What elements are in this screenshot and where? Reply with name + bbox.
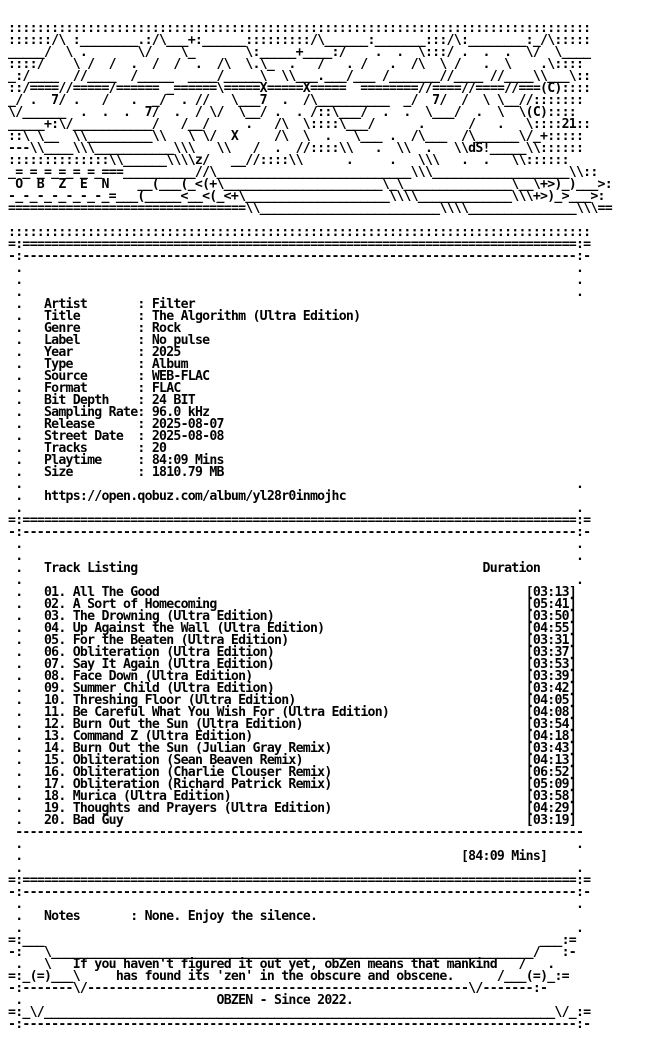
track-row: . 06. Obliteration (Ultra Edition) [03:37] (8, 645, 577, 660)
logo-art-line: ::::::::::::::\\______\\\\z/ __//::::\\ . . \\\ . . \\:::::: (8, 153, 569, 168)
logo-art-line: _____+:\/___________/ /__/ . /\ \::::\___/ . / . \::::21:: (8, 117, 591, 132)
track-row: . 01. All The Good [03:13] (8, 585, 577, 600)
frame-dots: . . (8, 897, 591, 912)
track-row: . 13. Command Z (Ultra Edition) [04:18] (8, 729, 577, 744)
track-title: Murica (Ultra Edition) (72, 789, 526, 804)
logo-art-line: ---\\____\\\___________\\\ \\ / . //::::\\ . \\ . \\dS!_____\\:::::: (8, 141, 584, 156)
info-label: Year (43, 345, 138, 360)
track-number: 17. (43, 777, 66, 792)
info-label: Artist (43, 297, 138, 312)
track-duration: [03:50] (525, 609, 577, 624)
signature-row: . OBZEN - Since 2022. (8, 993, 354, 1008)
track-duration: [03:39] (525, 669, 577, 684)
info-label: Size (43, 465, 138, 480)
track-duration: [04:18] (525, 729, 577, 744)
footer-quote-2: has found its 'zen' in the obscure and obscene. (115, 969, 454, 984)
track-title: The Drowning (Ultra Edition) (72, 609, 526, 624)
track-title: Threshing Floor (Ultra Edition) (72, 693, 526, 708)
info-value: The Algorithm (Ultra Edition) (151, 309, 361, 324)
track-title: Up Against the Wall (Ultra Edition) (72, 621, 526, 636)
track-duration: [04:08] (525, 705, 577, 720)
info-label: Label (43, 333, 138, 348)
info-label: Bit Depth (43, 393, 138, 408)
info-row: . Title : The Algorithm (Ultra Edition) (8, 309, 361, 324)
track-row: . 08. Face Down (Ultra Edition) [03:39] (8, 669, 577, 684)
left-face-glyph: (=) (29, 969, 52, 984)
track-row: . 14. Burn Out the Sun (Julian Gray Remix) [03:43] (8, 741, 577, 756)
track-duration: [06:52] (525, 765, 577, 780)
track-number: 10. (43, 693, 66, 708)
track-number: 09. (43, 681, 66, 696)
track-title: Command Z (Ultra Edition) (72, 729, 526, 744)
info-label: Playtime (43, 453, 138, 468)
footer-art-line: =:___ ___:= (8, 933, 576, 948)
info-row: . Tracks : 20 (8, 441, 167, 456)
info-value: 96.0 kHz (151, 405, 210, 420)
footer-art-line: -: \___________________________________________________________________/ :- (8, 945, 576, 960)
info-row: . Bit Depth : 24 BIT (8, 393, 195, 408)
divider-bottom: -:-----------------------------------------------------------------------------:- (8, 525, 591, 540)
track-row: . 19. Thoughts and Prayers (Ultra Edition) [04:29] (8, 801, 577, 816)
info-label: Sampling Rate (43, 405, 138, 420)
track-duration: [03:58] (525, 789, 577, 804)
total-row: . [84:09 Mins] (8, 849, 548, 864)
track-duration: [03:31] (525, 633, 577, 648)
track-number: 14. (43, 741, 66, 756)
track-title: Be Careful What You Wish For (Ultra Edition) (72, 705, 526, 720)
info-row: . Source : WEB-FLAC (8, 369, 210, 384)
track-title: Thoughts and Prayers (Ultra Edition) (72, 801, 526, 816)
footer-signature: OBZEN - Since 2022. (216, 993, 354, 1008)
info-row: . Size : 1810.79 MB (8, 465, 224, 480)
nfo-document (8, 23, 648, 1031)
track-number: 08. (43, 669, 66, 684)
track-duration: [03:54] (525, 717, 577, 732)
track-row: . 20. Bad Guy [03:19] (8, 813, 577, 828)
track-title: For the Beaten (Ultra Edition) (72, 633, 526, 648)
info-value: Filter (151, 297, 195, 312)
info-row: . Artist : Filter (8, 297, 195, 312)
track-number: 02. (43, 597, 66, 612)
frame-dots: . . (8, 477, 591, 492)
divider-bottom: -:-----------------------------------------------------------------------------:- (8, 885, 591, 900)
info-value: No pulse (151, 333, 210, 348)
info-label: Genre (43, 321, 138, 336)
track-row: . 15. Obliteration (Sean Beaven Remix) [04:13] (8, 753, 577, 768)
footer-art-line: =:_\/_______________________________________________________________________\/_:= (8, 1005, 591, 1020)
logo-art-line: _/ . 7/ . / . _/ . // \___7 . /\__________ _/ 7/ / \ \__//::::::: (8, 93, 584, 108)
track-duration: [04:05] (525, 693, 577, 708)
frame-dots: . . (8, 501, 591, 516)
info-row: . Sampling Rate: 96.0 kHz (8, 405, 210, 420)
logo-art-line: ::::/ \ / / . / / . /\ \.\_ . / . / . /\ \ / . \ .\:::: (8, 57, 584, 72)
track-title: Bad Guy (72, 813, 526, 828)
footer-art-line: -:-------\/-----------------------------------------------------\/-------:- (8, 981, 548, 996)
tracklist-header: . Track Listing Duration (8, 561, 541, 576)
info-label: Street Date (43, 429, 138, 444)
track-number: 13. (43, 729, 66, 744)
frame-dots: . . (8, 573, 591, 588)
info-row: . Genre : Rock (8, 321, 181, 336)
divider-dashes: ------------------------------------------------------------------------------- (8, 825, 584, 840)
frame-dots: . . (8, 921, 591, 936)
logo-art-line: ::::::::::::::::::::::::::::::::::::::::::::::::::::::::::::::::::::::::::::::::: (8, 23, 591, 36)
track-duration: [05:41] (525, 597, 577, 612)
footer-art-line: -:-----------------------------------------------------------------------------:- (8, 1017, 591, 1031)
track-row: . 09. Summer Child (Ultra Edition) [03:42] (8, 681, 577, 696)
info-value: 24 BIT (151, 393, 195, 408)
info-value: Album (151, 357, 188, 372)
notes-row: . Notes : None. Enjoy the silence. (8, 909, 318, 924)
info-value: 2025-08-07 (151, 417, 224, 432)
frame-dots: . . (8, 837, 591, 852)
track-duration: [05:09] (525, 777, 577, 792)
frame-dots: . . (8, 549, 591, 564)
notes-text: : None. Enjoy the silence. (130, 909, 318, 924)
frame-dots: . . (8, 861, 591, 876)
divider-top: =:=============================================================================:= (8, 237, 591, 252)
track-number: 04. (43, 621, 66, 636)
right-face-glyph: (=) (525, 969, 548, 984)
info-value: 2025 (151, 345, 181, 360)
track-row: . 02. A Sort of Homecoming [05:41] (8, 597, 577, 612)
track-title: Obliteration (Ultra Edition) (72, 645, 526, 660)
logo-art-line: =================================\\_________________________\\\\_______________\\\== (8, 201, 612, 216)
info-row: . Type : Album (8, 357, 188, 372)
logo-art-line: ::\ \__ \\_________\\ \ \/ X /\ \ . \___ . /\___ /\______\/_+::::: (8, 129, 584, 144)
duration-heading: Duration (482, 561, 541, 576)
logo-art-line: -_-_-_-_-_-_-_=___(_____<__<(_<+\____________________\\\\_____________\\\+>)_>___>: (8, 189, 605, 204)
track-title: Obliteration (Sean Beaven Remix) (72, 753, 526, 768)
track-title: Say It Again (Ultra Edition) (72, 657, 526, 672)
track-duration: [03:37] (525, 645, 577, 660)
tracklist-heading: Track Listing (43, 561, 138, 576)
divider-top: =:=============================================================================:= (8, 873, 591, 888)
track-row: . 12. Burn Out the Sun (Ultra Edition) [03:54] (8, 717, 577, 732)
track-duration: [03:13] (525, 585, 577, 600)
frame-dots: . . (8, 261, 591, 276)
track-duration: [04:13] (525, 753, 577, 768)
info-value: 1810.79 MB (151, 465, 224, 480)
logo-art-line: O B Z E N __(___(_<(+\______________________\_\_______________\__\+>)_)___>: (8, 177, 612, 192)
info-label: Tracks (43, 441, 138, 456)
track-title: Obliteration (Richard Patrick Remix) (72, 777, 526, 792)
quote-line: . \ If you haven't figured it out yet, obZen means that mankind / . (8, 957, 562, 972)
total-playtime: [84:09 Mins] (460, 849, 548, 864)
track-row: . 18. Murica (Ultra Edition) [03:58] (8, 789, 577, 804)
logo-art-line: _=_=_=_=_=_=_===__________//\___________________________\\\___________________\\:: (8, 165, 598, 180)
info-label: Title (43, 309, 138, 324)
info-label: Type (43, 357, 138, 372)
track-row: . 07. Say It Again (Ultra Edition) [03:53] (8, 657, 577, 672)
track-row: . 03. The Drowning (Ultra Edition) [03:50] (8, 609, 577, 624)
info-value: 84:09 Mins (151, 453, 224, 468)
track-row: . 05. For the Beaten (Ultra Edition) [03:31] (8, 633, 577, 648)
track-row: . 11. Be Careful What You Wish For (Ultra Edition) [04:08] (8, 705, 577, 720)
track-number: 01. (43, 585, 66, 600)
track-number: 03. (43, 609, 66, 624)
track-duration: [03:53] (525, 657, 577, 672)
track-row: . 10. Threshing Floor (Ultra Edition) [04:05] (8, 693, 577, 708)
track-row: . 04. Up Against the Wall (Ultra Edition) [04:55] (8, 621, 577, 636)
track-duration: [03:19] (525, 813, 577, 828)
track-title: All The Good (72, 585, 526, 600)
track-duration: [04:29] (525, 801, 577, 816)
info-value: 20 (151, 441, 167, 456)
track-title: Burn Out the Sun (Julian Gray Remix) (72, 741, 526, 756)
track-row: . 16. Obliteration (Charlie Clouser Remix) [06:52] (8, 765, 577, 780)
info-row: . Street Date : 2025-08-08 (8, 429, 224, 444)
track-number: 20. (43, 813, 66, 828)
frame-dots: . . (8, 273, 591, 288)
logo-art-line: ::/====//=====/====== _======\=====X=====X===== ========//====//====//===(C):::: (8, 81, 591, 96)
divider-top: =:=============================================================================:= (8, 513, 591, 528)
info-row: . Release : 2025-08-07 (8, 417, 224, 432)
frame-dots: . . (8, 285, 591, 300)
divider-bottom: -:-----------------------------------------------------------------------------:- (8, 249, 591, 264)
info-label: Source (43, 369, 138, 384)
track-number: 19. (43, 801, 66, 816)
quote-line: =:_(=)___\ has found its 'zen' in the obscure and obscene. /___(=)_:= (8, 969, 569, 984)
track-title: A Sort of Homecoming (72, 597, 526, 612)
notes-label: Notes (43, 909, 131, 924)
info-label: Release (43, 417, 138, 432)
qobuz-link[interactable]: https://open.qobuz.com/album/yl28r0inmojhc (43, 489, 346, 504)
track-number: 18. (43, 789, 66, 804)
info-value: Rock (151, 321, 181, 336)
track-number: 07. (43, 657, 66, 672)
info-row: . Playtime : 84:09 Mins (8, 453, 224, 468)
track-title: Burn Out the Sun (Ultra Edition) (72, 717, 526, 732)
footer-quote-1: If you haven't figured it out yet, obZen means that mankind (72, 957, 497, 972)
url-row: . https://open.qobuz.com/album/yl28r0inmojhc (8, 489, 346, 504)
track-number: 12. (43, 717, 66, 732)
track-number: 16. (43, 765, 66, 780)
logo-art-line: _:/____ //____ /_____ ____/_____\ \\___.___/___ /_______//____ //____\\___\:: (8, 69, 591, 84)
track-number: 06. (43, 645, 66, 660)
track-number: 05. (43, 633, 66, 648)
frame-dots: . . (8, 537, 591, 552)
track-duration: [03:43] (525, 741, 577, 756)
track-title: Summer Child (Ultra Edition) (72, 681, 526, 696)
nfo-text (8, 23, 648, 1031)
track-row: . 17. Obliteration (Richard Patrick Remix) [05:09] (8, 777, 577, 792)
info-row: . Format : FLAC (8, 381, 181, 396)
info-value: 2025-08-08 (151, 429, 224, 444)
track-title: Obliteration (Charlie Clouser Remix) (72, 765, 526, 780)
info-row: . Label : No pulse (8, 333, 210, 348)
info-value: FLAC (151, 381, 181, 396)
track-number: 15. (43, 753, 66, 768)
info-label: Format (43, 381, 138, 396)
track-duration: [04:55] (525, 621, 577, 636)
track-duration: [03:42] (525, 681, 577, 696)
logo-art-line: _____/ \ . \/ \_ \:_____+____:/ . . \:::/ . . . \/ \____ (8, 45, 591, 60)
info-value: WEB-FLAC (151, 369, 210, 384)
logo-art-line: ::::::/\ :________.:/\___+:______:::::::::/\______:_______:::/\:________:_/\::::: (8, 33, 591, 48)
divider-dots: ::::::::::::::::::::::::::::::::::::::::::::::::::::::::::::::::::::::::::::::::: (8, 225, 591, 240)
info-row: . Year : 2025 (8, 345, 181, 360)
logo-art-line: \/______ . . . 7/ . / \/ \__/ . . /::\___/ . . \___/ . \ \(C):::: (8, 105, 576, 120)
track-title: Face Down (Ultra Edition) (72, 669, 526, 684)
track-number: 11. (43, 705, 66, 720)
